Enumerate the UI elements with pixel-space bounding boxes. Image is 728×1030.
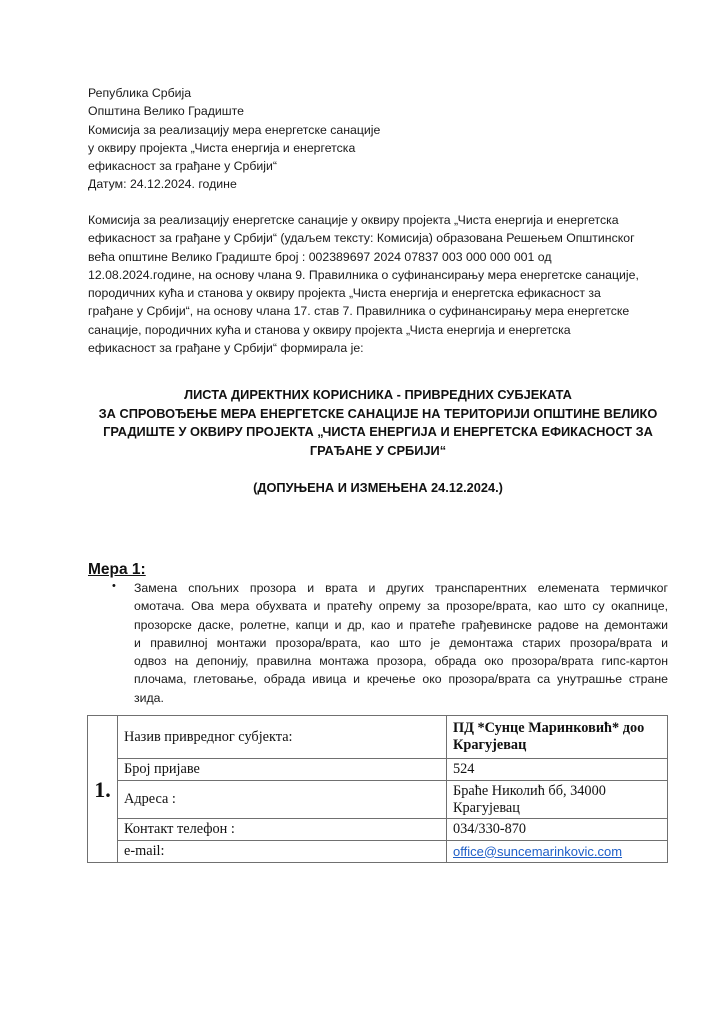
title-line: ГРАЂАНЕ У СРБИЈИ“ — [309, 442, 447, 458]
intro-line: 12.08.2024.године, на основу члана 9. Правилника о суфинансирању мера енергетске санације, — [88, 267, 639, 282]
description-line: плочама, глетовање, обрада ивица и кречење око прозора/врата са унутрашње стране — [134, 672, 668, 687]
intro-line: санације, породичних кућа и станова у оквиру пројекта „Чиста енергија и енергетска — [88, 322, 571, 337]
intro-line: већа општине Велико Градиште број : 002389697 2024 07837 003 000 000 001 од — [88, 249, 552, 264]
address-line: Браће Николић бб, 34000 — [453, 782, 606, 799]
intro-line: породичних кућа и станова у оквиру пројекта „Чиста енергија и енергетска ефикасност за — [88, 286, 601, 301]
intro-line: Комисија за реализацију енергетске санације у оквиру пројекта „Чиста енергија и енергетска — [88, 213, 619, 227]
email-cell — [447, 841, 668, 863]
table-row — [88, 781, 668, 819]
description-line: омотача. Ова мера обухвата и пратећу опрему за прозоре/врата, као што су окапнице, — [134, 599, 668, 614]
description-line: и правилној монтажи прозора/врата, као што је демонтажа старих прозора/врата и — [134, 635, 668, 650]
entry-table — [87, 715, 668, 863]
measure-description — [134, 579, 668, 707]
letterhead — [88, 84, 668, 194]
measure-heading: Мера 1: — [88, 561, 146, 578]
title-line: ЗА СПРОВОЂЕЊЕ МЕРА ЕНЕРГЕТСКЕ САНАЦИЈЕ НА ТЕРИТОРИЈИ ОПШТИНЕ ВЕЛИКО — [98, 405, 658, 421]
row-label-phone: Контакт телефон : — [118, 819, 447, 841]
description-line: зида. — [134, 690, 164, 705]
table-row — [88, 841, 668, 863]
letterhead-line: у оквиру пројекта „Чиста енергија и енергетска — [88, 140, 356, 155]
email-link[interactable]: office@suncemarinkovic.com — [453, 843, 623, 859]
intro-line: грађане у Србији“, на основу члана 17. став 7. Правилника о суфинансирању мера енергетске — [88, 304, 630, 319]
intro-line: ефикасност за грађане у Србији“ формирала је: — [88, 341, 364, 356]
document-subtitle: (ДОПУЊЕНА И ИЗМЕЊЕНА 24.12.2024.) — [253, 480, 503, 495]
title-line: ГРАДИШТЕ У ОКВИРУ ПРОЈЕКТА „ЧИСТА ЕНЕРГИЈА И ЕНЕРГЕТСКА ЕФИКАСНОСТ ЗА — [103, 424, 653, 439]
table-row — [88, 759, 668, 781]
phone-value: 034/330-870 — [447, 819, 668, 841]
description-line: одвоз на депонију, правилна монтажа прозора, обрада око прозора/врата гипс-картон — [134, 654, 668, 669]
company-name-line: ПД *Сунце Маринковић* доо — [453, 720, 645, 736]
row-label-application-number: Број пријаве — [118, 759, 447, 781]
bullet-icon: • — [112, 580, 116, 592]
letterhead-line: ефикасност за грађане у Србији“ — [88, 159, 277, 174]
letterhead-line: Република Србија — [88, 86, 192, 100]
company-name-value — [447, 716, 668, 759]
table-row — [88, 819, 668, 841]
title-line: ЛИСТА ДИРЕКТНИХ КОРИСНИКА - ПРИВРЕДНИХ СУБЈЕКАТА — [184, 387, 572, 402]
intro-paragraph — [88, 211, 668, 357]
row-label-address: Адреса : — [118, 781, 447, 819]
address-line: Крагујевац — [453, 799, 520, 816]
table-row — [88, 716, 668, 759]
entry-number: 1. — [88, 716, 118, 863]
document-date: Датум: 24.12.2024. године — [88, 177, 237, 192]
description-line: прозорске даске, ролетне, капци и др, као и пратеће грађевинске радове на демонтажи — [134, 617, 668, 632]
row-label-email: e-mail: — [118, 841, 447, 863]
row-label-company-name: Назив привредног субјекта: — [118, 716, 447, 759]
letterhead-line: Комисија за реализацију мера енергетске санације — [88, 122, 381, 137]
company-name-line: Крагујевац — [453, 737, 527, 753]
letterhead-line: Општина Велико Градиште — [88, 104, 244, 119]
document-title — [88, 386, 668, 460]
application-number-value: 524 — [447, 759, 668, 781]
description-line: Замена спољних прозора и врата и других транспарентних елемената термичког — [134, 581, 668, 595]
address-value — [447, 781, 668, 819]
intro-line: ефикасност за грађане у Србији“ (удаљем тексту: Комисија) образована Решењем Општинског — [88, 231, 635, 246]
